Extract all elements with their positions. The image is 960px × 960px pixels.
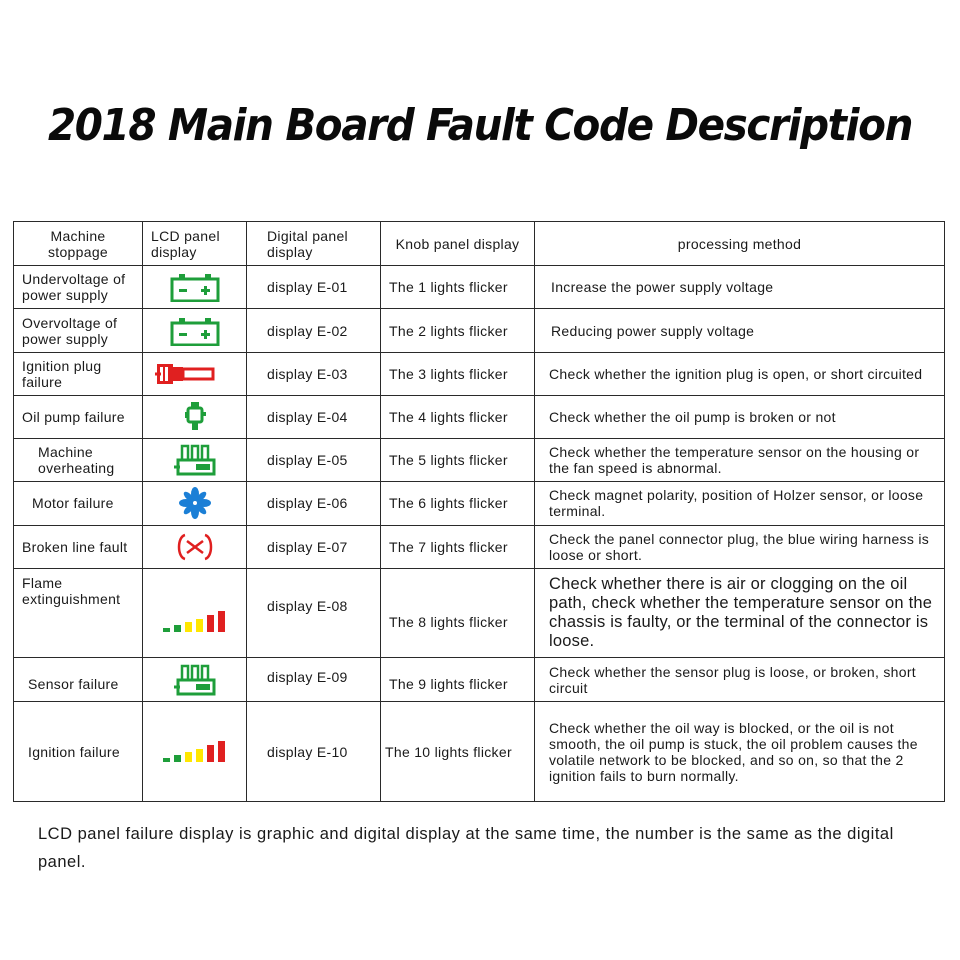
fault-cell: Broken line fault	[14, 525, 143, 568]
method-cell: Reducing power supply voltage	[535, 309, 945, 352]
heater-icon	[174, 664, 216, 696]
oil-pump-icon	[182, 402, 208, 432]
knob-cell: The 8 lights flicker	[381, 568, 535, 657]
header-lcd-panel-display: LCD panel display	[143, 222, 247, 266]
fault-cell: Motor failure	[14, 482, 143, 525]
fault-cell: Oil pump failure	[14, 395, 143, 438]
fault-cell: Undervoltage of power supply	[14, 266, 143, 309]
table-row	[14, 352, 945, 395]
digital-cell: display E-01	[247, 266, 381, 309]
table-row	[14, 658, 945, 702]
knob-cell: The 9 lights flicker	[381, 658, 535, 702]
knob-cell: The 3 lights flicker	[381, 352, 535, 395]
digital-cell: display E-03	[247, 352, 381, 395]
glow-plug-icon	[155, 358, 235, 390]
knob-cell: The 5 lights flicker	[381, 439, 535, 482]
broken-line-icon	[174, 532, 216, 562]
table-row	[14, 309, 945, 352]
method-cell: Check the panel connector plug, the blue wiring harness is loose or short.	[535, 525, 945, 568]
header-knob-panel-display: Knob panel display	[381, 222, 535, 266]
table-row	[14, 266, 945, 309]
method-cell: Check whether the temperature sensor on the housing or the fan speed is abnormal.	[535, 439, 945, 482]
page-title: 2018 Main Board Fault Code Description	[47, 100, 913, 151]
knob-cell: The 2 lights flicker	[381, 309, 535, 352]
table-row	[14, 568, 945, 657]
fault-cell: Sensor failure	[14, 658, 143, 702]
header-digital-panel-display: Digital panel display	[247, 222, 381, 266]
method-cell: Check whether there is air or clogging on the oil path, check whether the temperature sensor on the chassis is faulty, or the terminal of the connector is loose.	[535, 568, 945, 657]
fault-cell: Flame extinguishment	[14, 568, 143, 657]
table-row	[14, 395, 945, 438]
method-cell: Check whether the ignition plug is open, or short circuited	[535, 352, 945, 395]
battery-icon	[170, 316, 220, 346]
digital-cell: display E-02	[247, 309, 381, 352]
digital-cell: display E-07	[247, 525, 381, 568]
method-cell: Check whether the oil pump is broken or not	[535, 395, 945, 438]
level-bars-icon	[163, 610, 227, 634]
digital-cell: display E-08	[247, 568, 381, 657]
method-cell: Check whether the sensor plug is loose, or broken, short circuit	[535, 658, 945, 702]
method-cell: Check whether the oil way is blocked, or the oil is not smooth, the oil pump is stuck, the oil problem causes the volatile network to be blocked, and so on, so that the 2 ignition fails to burn normally.	[535, 702, 945, 802]
fault-cell: Ignition plug failure	[14, 352, 143, 395]
knob-cell: The 10 lights flicker	[381, 702, 535, 802]
knob-cell: The 7 lights flicker	[381, 525, 535, 568]
fault-cell: Ignition failure	[14, 702, 143, 802]
method-cell: Check magnet polarity, position of Holzer sensor, or loose terminal.	[535, 482, 945, 525]
footnote: LCD panel failure display is graphic and digital display at the same time, the number is the same as the digital panel.	[38, 825, 894, 871]
digital-cell: display E-10	[247, 702, 381, 802]
fan-icon	[179, 487, 211, 519]
digital-cell: display E-05	[247, 439, 381, 482]
battery-icon	[170, 272, 220, 302]
table-row	[14, 702, 945, 802]
digital-cell: display E-09	[247, 658, 381, 702]
fault-code-table	[13, 221, 945, 802]
fault-cell: Overvoltage of power supply	[14, 309, 143, 352]
level-bars-icon	[163, 740, 227, 764]
knob-cell: The 1 lights flicker	[381, 266, 535, 309]
table-row	[14, 439, 945, 482]
fault-cell: Machine overheating	[14, 439, 143, 482]
table-row	[14, 482, 945, 525]
knob-cell: The 4 lights flicker	[381, 395, 535, 438]
method-cell: Increase the power supply voltage	[535, 266, 945, 309]
heater-icon	[174, 444, 216, 476]
table-header-row	[14, 222, 945, 266]
digital-cell: display E-06	[247, 482, 381, 525]
knob-cell: The 6 lights flicker	[381, 482, 535, 525]
header-machine-stoppage: Machine stoppage	[14, 222, 143, 266]
table-row	[14, 525, 945, 568]
digital-cell: display E-04	[247, 395, 381, 438]
header-processing-method: processing method	[535, 222, 945, 266]
